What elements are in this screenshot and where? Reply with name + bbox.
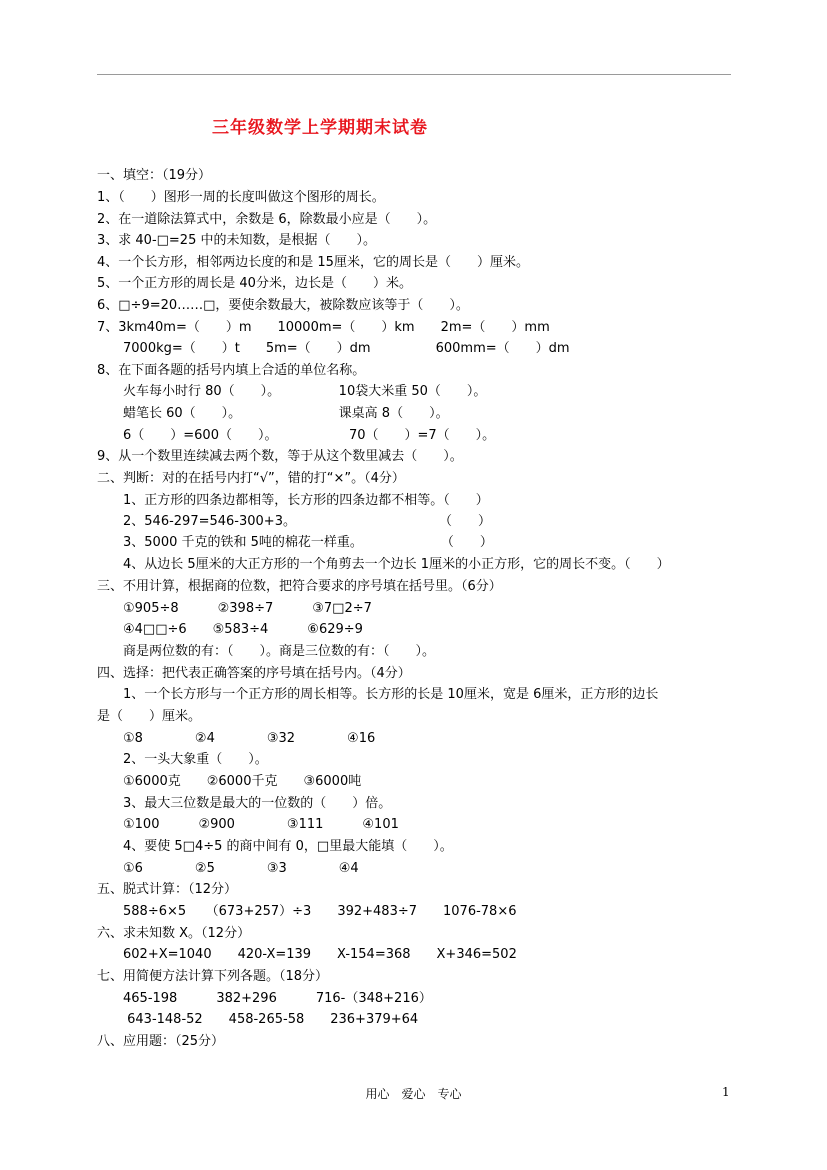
exam-line: 火车每小时行 80（ ）。 10袋大米重 50（ ）。 (97, 384, 487, 399)
exam-line: 三、不用计算，根据商的位数，把符合要求的序号填在括号里。（6分） (97, 579, 502, 594)
exam-line: 5、一个正方形的周长是 40分米，边长是（ ）米。 (97, 276, 412, 291)
exam-line: 2、一头大象重（ ）。 (97, 752, 268, 767)
exam-line: 2、546-297=546-300+3。 （ ） (97, 514, 491, 529)
exam-line: 9、从一个数里连续减去两个数，等于从这个数里减去（ ）。 (97, 449, 463, 464)
exam-line: 6（ ）=600（ ）。 70（ ）=7（ ）。 (97, 428, 496, 443)
header-rule (97, 74, 731, 75)
exam-line: 643-148-52 458-265-58 236+379+64 (97, 1012, 419, 1027)
exam-line: 588÷6×5 （673+257）÷3 392+483÷7 1076-78×6 (97, 904, 517, 919)
exam-line: 4、要使 5□4÷5 的商中间有 0，□里最大能填（ ）。 (97, 839, 453, 854)
exam-line: 1、正方形的四条边都相等，长方形的四条边都不相等。（ ） (97, 493, 489, 508)
exam-line: 7000kg=（ ）t 5m=（ ）dm 600mm=（ ）dm (97, 341, 570, 356)
exam-line: 1、（ ）图形一周的长度叫做这个图形的周长。 (97, 190, 385, 205)
exam-line: 四、选择：把代表正确答案的序号填在括号内。（4分） (97, 666, 411, 681)
exam-line: 二、判断：对的在括号内打“√”，错的打“×”。（4分） (97, 471, 405, 486)
page-title: 三年级数学上学期期末试卷 (212, 118, 428, 138)
exam-line: ①6 ②5 ③3 ④4 (97, 861, 359, 876)
exam-line: 3、5000 千克的铁和 5吨的棉花一样重。 （ ） (97, 535, 493, 550)
exam-line: ①8 ②4 ③32 ④16 (97, 731, 376, 746)
exam-line: 3、求 40-□=25 中的未知数，是根据（ ）。 (97, 233, 376, 248)
exam-line: 2、在一道除法算式中，余数是 6，除数最小应是（ ）。 (97, 212, 437, 227)
exam-line: 4、一个长方形，相邻两边长度的和是 15厘米，它的周长是（ ）厘米。 (97, 255, 529, 270)
exam-line: 602+X=1040 420-X=139 X-154=368 X+346=502 (97, 947, 517, 962)
exam-line: 六、求未知数 X。（12分） (97, 926, 251, 941)
exam-line: 465-198 382+296 716-（348+216） (97, 991, 432, 1006)
exam-line: 3、最大三位数是最大的一位数的（ ）倍。 (97, 796, 392, 811)
footer-motto: 用心 爱心 专心 (365, 1087, 462, 1101)
exam-line: ①100 ②900 ③111 ④101 (97, 817, 399, 832)
exam-line: 8、在下面各题的括号内填上合适的单位名称。 (97, 363, 366, 378)
exam-line: 4、从边长 5厘米的大正方形的一个角剪去一个边长 1厘米的小正方形，它的周长不变。（ ） (97, 557, 670, 572)
exam-line: 1、一个长方形与一个正方形的周长相等。长方形的长是 10厘米，宽是 6厘米，正方形的边长 (97, 687, 659, 702)
exam-line: 是（ ）厘米。 (97, 709, 202, 724)
exam-line: 蜡笔长 60（ ）。 课桌高 8（ ）。 (97, 406, 449, 421)
exam-line: 五、脱式计算：（12分） (97, 882, 238, 897)
page-number: 1 (722, 1085, 730, 1099)
exam-line: 商是两位数的有：（ ）。商是三位数的有：（ ）。 (97, 644, 436, 659)
exam-line: 6、□÷9=20……□，要使余数最大，被除数应该等于（ ）。 (97, 298, 469, 313)
exam-line: ④4□□÷6 ⑤583÷4 ⑥629÷9 (97, 622, 363, 637)
exam-line: 七、用简便方法计算下列各题。（18分） (97, 969, 329, 984)
exam-line: ①6000克 ②6000千克 ③6000吨 (97, 774, 362, 789)
exam-line: ①905÷8 ②398÷7 ③7□2÷7 (97, 601, 372, 616)
exam-line: 一、填空：（19分） (97, 168, 212, 183)
exam-line: 八、应用题：（25分） (97, 1034, 225, 1049)
exam-line: 7、3km40m=（ ）m 10000m=（ ）km 2m=（ ）mm (97, 320, 550, 335)
